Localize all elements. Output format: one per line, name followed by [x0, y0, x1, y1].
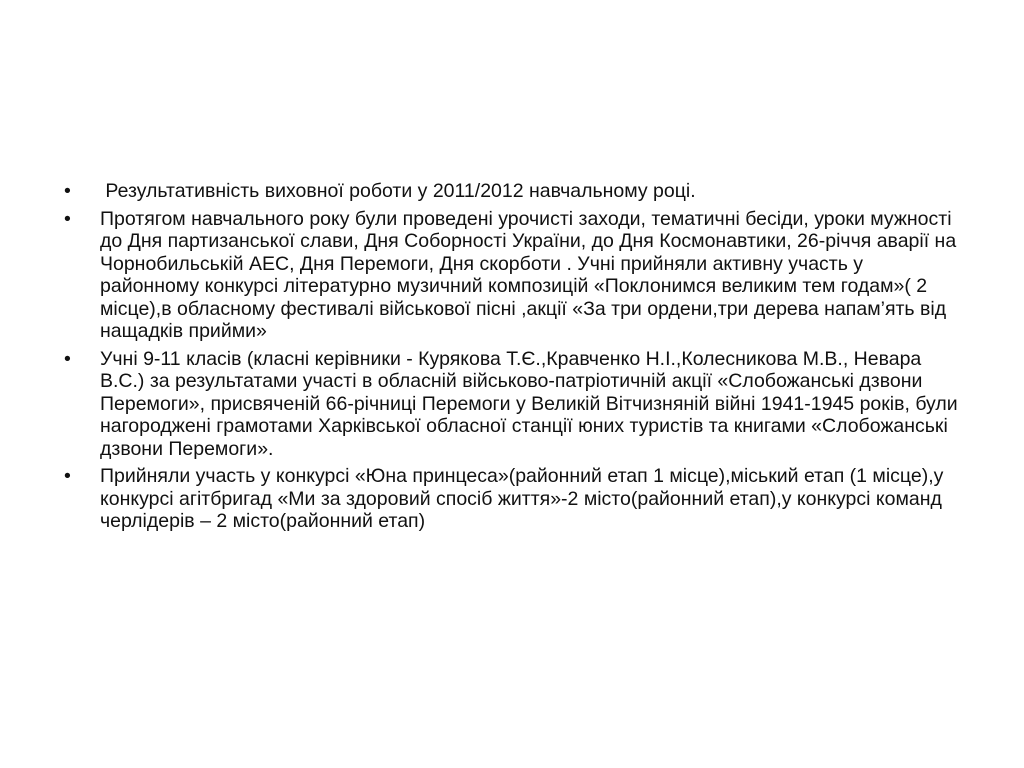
slide-content	[64, 180, 964, 538]
bullet-item	[64, 465, 964, 533]
bullet-text: Протягом навчального року були проведені урочисті заходи, тематичні бесіди, уроки мужності до Дня партизанської слави, Дня Соборності України, до Дня Космонавтики, 26-річчя аварії на Чорнобильській АЕС, Дня Перемоги, Дня скорботи . Учні прийняли активну участь у районному конкурсі літературно музичний композицій «Поклонимся великим тем годам»( 2 місце),в обласному фестивалі військової пісні ,акції «За три ордени,три дерева напам’ять від нащадків прийми»	[100, 207, 957, 342]
bullet-item	[64, 348, 964, 461]
bullet-item	[64, 208, 964, 343]
bullet-icon: •	[64, 347, 71, 370]
bullet-icon: •	[64, 180, 71, 202]
bullet-item	[64, 180, 964, 203]
bullet-icon: •	[64, 465, 71, 487]
bullet-text: Прийняли участь у конкурсі «Юна принцеса»(районний етап 1 місце),міський етап (1 місце),у конкурсі агітбригад «Ми за здоровий спосіб життя»-2 місто(районний етап),у конкурсі команд черлідерів – 2 місто(районний етап)	[100, 465, 944, 532]
bullet-list	[64, 180, 964, 533]
bullet-text: Результативність виховної роботи у 2011/2012 навчальному році.	[100, 180, 696, 202]
bullet-icon: •	[64, 207, 71, 230]
bullet-text: Учні 9-11 класів (класні керівники - Курякова Т.Є.,Кравченко Н.І.,Колесникова М.В., Невара В.С.) за результатами участі в обласній військово-патріотичній акції «Слобожанські дзвони Перемоги», присвяченій 66-річниці Перемоги у Великій Вітчизняній війні 1941-1945 років, були нагороджені грамотами Харківської обласної станції юних туристів та книгами «Слобожанські дзвони Перемоги».	[100, 347, 958, 460]
